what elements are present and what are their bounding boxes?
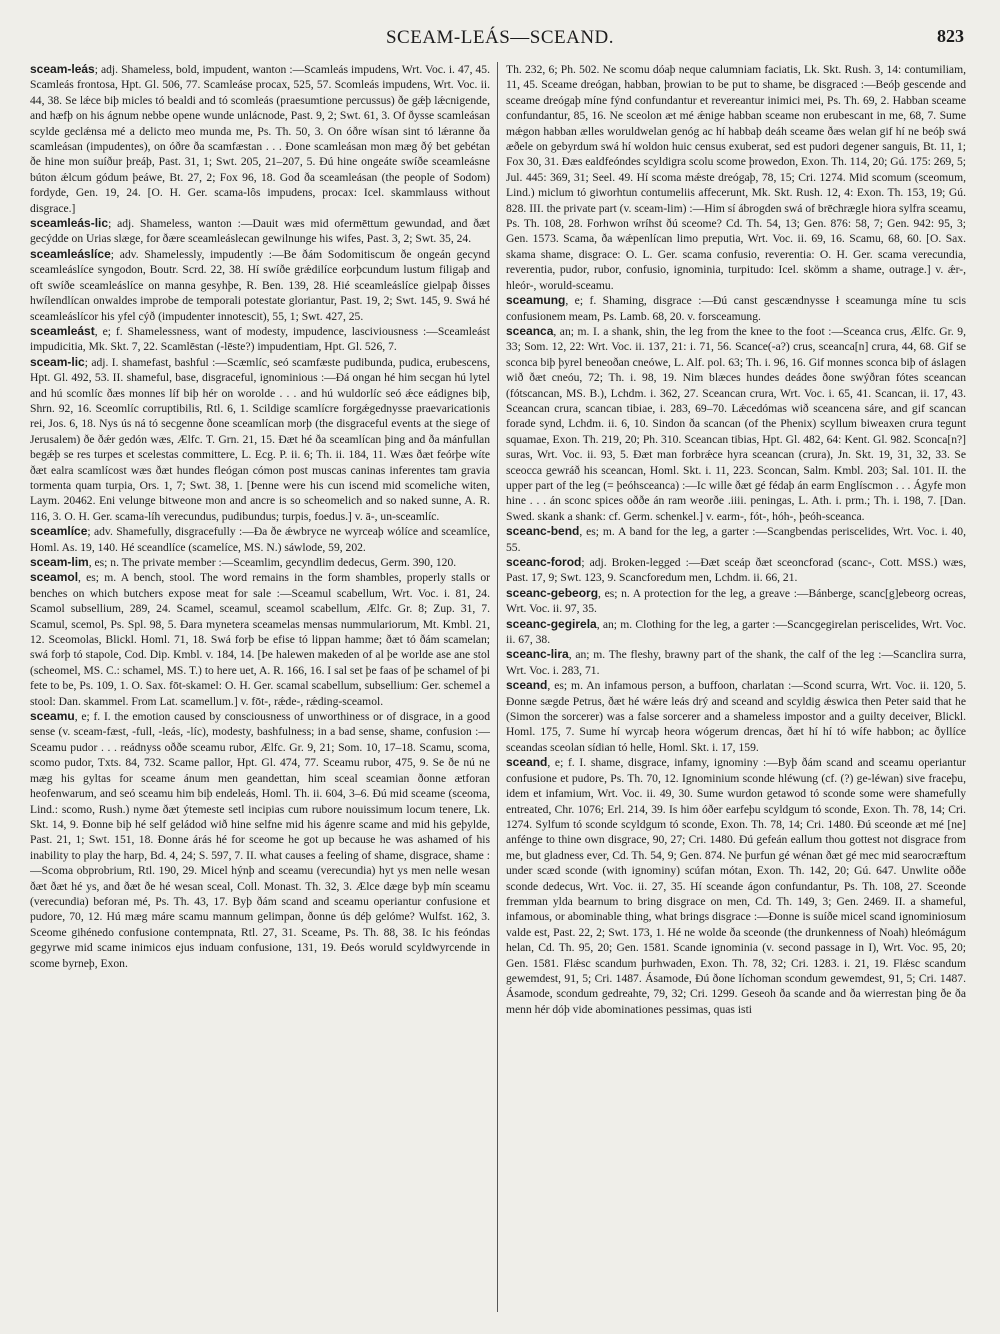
- entry-text: ; adv. Shamefully, disgracefully :—Ða ðe ǽwbryce ne wyrceaþ wólíce and sceamlíce, Homl. As. 19, 140. Hé sceandlíce (scamelíce, MS. N.) sáwlode, 59, 202.: [30, 525, 490, 554]
- dictionary-entry: [30, 324, 490, 355]
- entry-text: , es; m. A bench, stool. The word remains in the form shambles, properly stalls or benches on which butchers expose meat for sale :—Sceamul scabellum, Wrt. Voc. i. 81, 24. Scamol subsellium, 289, 24. Scamel, sceamul, sceamol scabellum, Ælfc. Gr. 8; Zup. 31, 7. Scamul, scemol, Ps. Spl. 98, 5. Ðara mynetera sceamelas mensas nummulariorum, Mt. Kmbl. 21, 12. Sceomolas, Blickl. Homl. 71, 18. Swá forþ be efise tó lippan hamme; ðæt tó ðám scamelan; swá forþ tó stapole, Cod. Dip. Kmbl. v. 184, 14. [Þe halewen makeden of al þe worlde ase ane stol (scheomel, MS. C.: schamel, MS. T.) to here uet, A. R. 166, 16. I sal set þe faas of þe schamel of þi fete to be, Ps. 109, 1. O. Sax. fōt-skamel: O. H. Ger. scamal scabellum, subsellium: Ger. schemel a stool: Dan. skammel. From Lat. scamellum.] v. fōt-, rǽde-, rǽding-sceamol.: [30, 571, 490, 708]
- dictionary-entry: [506, 647, 966, 678]
- dictionary-entry: [506, 617, 966, 648]
- entry-headword: sceanc-lira: [506, 647, 569, 662]
- entry-text: , es; m. An infamous person, a buffoon, charlatan :—Scond scurra, Wrt. Voc. ii. 120, 5. Ðonne sægde Petrus, ðæt hé wǽre leás drý and sceand and scyldig ǽswica then Peter said that he (Simon the sorcerer) was a false sorcerer and a shameless impostor and a guilty deceiver, Blickl. Homl. 175, 7. Sume hí wyrcaþ heora wógerum drencas, ðæt hí hí tó wífe habbon; ac ðyllíce sceandas sceolan sídian tó helle, Homl. Skt. i. 17, 159.: [506, 679, 966, 754]
- entry-text: Th. 232, 6; Ph. 502. Ne scomu dóaþ neque calumniam faciatis, Lk. Skt. Rush. 3, 14: contumiliam, 11, 45. Sceame dreógan, habban, þrowian to be put to shame, be disgraced :—Beóþ gescende and sceame dreógaþ míne fýnd confundantur et revereantur inimici mei, Ps. Th. 69, 2. Habban sceame confundantur, 85, 16. Ne sceolon æt mé ǽnige habban sceame non erubescant in me, 68, 7. Sume mǽgon habban ælles woruldwelan genóg ac hí habbaþ deáh sceame ðæs welan gif hí ne beóþ swá æðele on gebyrdum swá hí woldon huic census exuberat, sed est pudori degener sanguis, Bt. 11, 1; Fox 30, 31. Ðæs ealdfeóndes scyldigra scolu scome þrowedon, Exon. Th. 114, 20; Gú. 175: 269, 5; Jul. 445: 369, 31; Seel. 49. Hí scoma mǽste dreógaþ, 78, 15; Cri. 1274. Mid scomum (sceomum, Lind.) miclum tó giworhtun contumeliis affecerunt, Mk. Skt. Rush. 12, 4: Exon. Th. 153, 19; Gú. 828. III. the private part (v. sceam-lim) :—Him sí ábrogden swá of brēchrægle hiora sylfra sceamu, Ps. Th. 108, 28. Forhwon wríhst ðú sceome? Cd. Th. 54, 13; Gen. 876: 58, 7; Gen. 942: 95, 3; Gen. 1573. Scama, ða wǽpenlícan limo preputia, Wrt. Voc. ii. 69, 16. Scamu, 68, 60. [O. Sax. skama shame, disgrace: O. L. Ger. scama confusio, reverentia: O. H. Ger. scama verecundia, reverentia, pudor, rubor, confusio, ignominia, turpitudo: Icel. skömm a shame, outrage.] v. ǽr-, hleór-, woruld-sceamu.: [506, 63, 966, 292]
- entry-headword: sceamol: [30, 570, 79, 585]
- dictionary-entry: [30, 355, 490, 524]
- entry-text: , e; f. Shaming, disgrace :—Ðú canst gescændnysse ł sceamunga míne tu scis confusionem meam, Ps. Lamb. 68, 20. v. forsceamung.: [506, 294, 966, 323]
- entry-text: , es; n. The private member :—Sceamlim, gecyndlim dedecus, Germ. 390, 120.: [88, 556, 457, 569]
- entry-headword: sceam-lic: [30, 354, 85, 369]
- dictionary-entry: [30, 709, 490, 971]
- entry-text: , e; f. I. shame, disgrace, infamy, ignominy :—Byþ ðám scand and sceamu operiantur confusione et pudore, Ps. Th. 70, 12. Ignominium sconde hléwung (cf. (?) ge-léwan) sive fraceþu, idem et infamium, Wrt. Voc. ii. 49, 30. Sume wurdon getawod tó sconde some were shamefully entreated, Chr. 1076; Erl. 214, 39. Is him óðer earfeþu scyldgum tó sconde, Exon. Th. 78, 14; Cri. 1274. Sylfum tó sconde scyldgum tó sconde, Exon. Th. 78, 14; Cri. 1480. Ðú sceonde æt mé [ne] anfénge to thine own disgrace, 90, 27; Cri. 1480. Ðú gefeán eallum thou gottest not disgrace from me, but gladness ever, Cd. Th. 54, 9; Gen. 874. Ne þurfun gé wénan ðæt gé mec mid searocræftum under scæd sconde (with ignominy) scúfan mótan, Exon. Th. 142, 20; Gú. 647. Unwlite oððe sconde dedecus, Wrt. Voc. ii. 27, 35. Hí sceande ágon confundantur, Ps. Th. 108, 27. Sceonde fremman ylda bearnum to bring disgrace on men, Cd. Th. 149, 3; Gen. 2469. II. a shameful, infamous, or abominable thing, what brings disgrace :—Ðonne is suíðe micel scand ignominiosum valde est, Past. 22, 2; Swt. 173, 1. Hé ne wolde ða sceonde (the drunkenness of Noah) hleómágum helan, Cd. Th. 95, 20; Gen. 1581. Scande ignominia (v. second passage in I), Wrt. Voc. 95, 20; Gen. 1581. Flǽsc scandum þurhwaden, Exon. Th. 78, 32; Cri. 1283. i. 21, 19. Flǽsc scandum gewemdest, 91, 5; Cri. 1487. Ásamode, Ðú ðone líchoman scondum gewemdest, 91, 5; Cri. 1487. Ásamode, scondum gedreahte, 79, 32; Cri. 1299. Geseoh ða scande and ða wierrestan þing ðe ða menn hér dóþ vide abominationes pessimas, quas isti: [506, 756, 966, 1016]
- entry-headword: sceamleás-lic: [30, 216, 109, 231]
- column-divider: [497, 62, 498, 1312]
- text-columns: [30, 62, 980, 1312]
- page-number: 823: [937, 26, 964, 46]
- entry-headword: sceam-leás: [30, 62, 95, 76]
- dictionary-entry: [506, 293, 966, 324]
- entry-headword: sceand: [506, 755, 548, 770]
- entry-text: ; adj. I. shamefast, bashful :—Scæmlíc, seó scamfæste pudibunda, pudica, erubescens, Hpt. Gl. 492, 53. II. shameful, base, disgraceful, ignominious :—Ðá ongan hé him secgan hú lytel and hú scomlíc ðæs monnes líf biþ hér on worolde . . . and hú wuldorlíc seó ǽce eádignes biþ, Shrn. 92, 16. Sceomlíc corruptibilis, Rtl. 6, 1. Scildige scamlícre forgǽgednysse praevaricationis rei, Jos. 6, 18. Nys ús ná tó secgenne ðone sceamlícan morþ (the disgraceful events at the siege of Jerusalem) ðe ðǽr gedón wæs, Ælfc. T. Grn. 21, 15. Ðæt hé ða sceamlícan þing and ða mánfullan begǽþ se res turpes et scelestas committere, L. Ecg. P. ii. 6; Th. ii. 184, 11. Wæs ðæt feórþe wíte ðæt ealra scamlícost wæs ðæt hundes fleógan cómon post muscas caninas inferentes tam gravia tormenta quam turpia, Ors. 1, 7; Swt. 38, 1. [Þenne were his cun iscend mid scomeliche witen, Laym. 20462. Eni velunge bitweone mon and ancre is so scheomelich and so naked sunne, A. R. 116, 3. O. H. Ger. scama-líh verecundus, pudibundus; turpis, foedus.] v. ā-, un-sceamlíc.: [30, 355, 490, 523]
- dictionary-entry: [30, 555, 490, 570]
- dictionary-entry: [506, 324, 966, 524]
- entry-text: ; adj. Broken-legged :—Ðæt sceáp ðæt sceoncforad (scanc-, Cott. MSS.) wæs, Past. 17, 9; Swt. 123, 9. Scancforedum men, Lchdm. ii. 66, 21.: [506, 556, 966, 585]
- page-title: SCEAM-LEÁS—SCEAND.: [385, 27, 615, 48]
- entry-headword: sceanca: [506, 323, 554, 338]
- dictionary-entry: [506, 555, 966, 586]
- entry-headword: sceamung: [506, 293, 566, 308]
- dictionary-entry: [506, 524, 966, 555]
- entry-headword: sceamu: [30, 709, 75, 724]
- entry-text: ; adj. Shameless, bold, impudent, wanton :—Scamleás impudens, Wrt. Voc. i. 47, 45. Scamleás frontosa, Hpt. Gl. 506, 77. Scamleáse procax, 525, 57. Scomleás impudens, Wrt. Voc. ii. 44, 38. Se lǽce biþ micles tó bealdi and tó scomleás (praesumtione percussus) ðe gǽþ lǽcnigende, and hæfþ on his ágnum nebbe opene wunde unlácnode, Past. 9, 2; Swt. 61, 3. Of ðysse scamleásan scylde geclǽnsa mé a delicto meo munda me, Ps. Th. 50, 3. On óðre wísan sint tó lǽranne ða scamleásan (impudentes), on óðre ða scamfæstan . . . Ðone scamleásan mon mæg ðý bet gebétan ðe hine mon suíður þreáþ, Past. 31, 1; Swt. 205, 21–207, 5. Ðú hine ongeáte swíðe sceamleásne búton ǽlcum gódum þeáwe, Bt. 27, 2; Fox 96, 18. God ða sceamleásan (the people of Sodom) fordyde, Gen. 19, 24. [O. H. Ger. scama-lôs impudens, procax: Icel. skammlauss without disgrace.]: [30, 63, 490, 215]
- left-column: [30, 62, 490, 1312]
- entry-headword: sceam-lim: [30, 555, 89, 569]
- dictionary-entry: [506, 586, 966, 617]
- dictionary-entry: [506, 678, 966, 755]
- entry-text: , e; f. I. the emotion caused by consciousness of unworthiness or of disgrace, in a good sense (v. sceam-fæst, -full, -leás, -líc), modesty, bashfulness; in a bad sense, shame, confusion :—Sceamu pudor . . . reádnyss oððe sceamu rubor, Ælfc. Gr. 9, 21; Som. 10, 17–18. Scamu, scoma, scomo pudor, Txts. 84, 732. Scame pallor, Hpt. Gl. 474, 77. Sceamu rubor, 475, 9. Se ðe nú ne mæg his gyltas for sceame ánum men geandettan, him sceal sceamian ðonne ætforan heofenwarum, and seó sceamu him biþ endeleás, Homl. Th. ii. 604, 3–6. Ðú mid sceame (sceoma, Lind.: scomo, Rush.) nyme ðæt ýtemeste setl incipias cum rubore nouissimum locum tenere, Lk. Skt. 14, 9. Ðonne biþ hé self geládod wið hine selfne mid his ágenre scame and mid his geþylde, Past. 21, 1; Swt. 151, 18. Ðonne árás hé for sceome he got up because he was ashamed of his inability to play the harp, Bd. 4, 24; S. 597, 7. II. what causes a feeling of shame, disgrace, shame :—Scoma obprobrium, Rtl. 190, 29. Micel hýnþ and sceamu (verecundia) hyt ys men nelle wesan ðæt ðæt hé ys, and ðæt ðe hé wesan sceal, Coll. Monast. Th. 32, 3. Ælce dæge byþ mín sceamu (verecundia) beforan mé, Ps. Th. 43, 17. Byþ ðám scand and sceamu operiantur confusione et pudore, 70, 12. Hú mæg máre scamu mannum gelimpan, ðonne ús déþ gelóme? Wulfst. 162, 3. Sceome gihénedo confusione contempnata, Rtl. 27, 31. Sceame, Ps. Th. 88, 38. Ic his feóndas gegyrwe mid scame inimicos ejus induam confusione, 131, 19. Ðeós woruld scyldwyrcende in scome byrneþ, Exon.: [30, 710, 490, 970]
- entry-headword: sceamlíce: [30, 524, 88, 539]
- entry-text: , es; n. A protection for the leg, a greave :—Bánberge, scanc[g]ebeorg ocreas, Wrt. Voc. ii. 97, 35.: [506, 586, 966, 616]
- entry-headword: sceanc-gegirela: [506, 616, 597, 631]
- entry-headword: sceamleást: [30, 323, 95, 338]
- dictionary-entry: [506, 62, 966, 293]
- dictionary-entry: [30, 216, 490, 247]
- entry-text: ; adj. Shameless, wanton :—Dauit wæs mid ofermēttum gewundad, and ðæt gecýdde on Urias slæge, for ðære sceamleáslecan gewilnunge his wifes, Past. 3, 2; Swt. 35, 24.: [30, 217, 490, 246]
- dictionary-entry: [30, 247, 490, 324]
- entry-headword: sceanc-bend: [506, 524, 580, 539]
- entry-text: , an; m. Clothing for the leg, a garter :—Scancgegirelan periscelides, Wrt. Voc. ii. 67, 38.: [506, 617, 966, 647]
- entry-text: , an; m. I. a shank, shin, the leg from the knee to the foot :—Sceanca crus, Ælfc. Gr. 9, 33; Som. 12, 22: Wrt. Voc. ii. 137, 21: i. 71, 56. Scance(-a?) crus, sceanca[n] crura, 44, 68. Gif se sconca biþ þyrel beneoðan cneówe, L. Alf. pol. 63; Th. i. 96, 16. Gif monnes sconca biþ of áslagen wið ðæt cneóu, 72; Th. i. 98, 19. Nim blæces hundes deádes ðone swýðran fótes sceancan (fótscancan, MS. B.), Lchdm. i. 362, 27. Sceancan crura, Wrt. Voc. i. 65, 41. Scancan, ii. 17, 43. Sceancan crura, scancan tibiae, i. 283, 69–70. Lǽcedómas wið sceancena sáre, and gif scancan forade synd, Lchdm. ii. 6, 10. Sindon ða scancan (of the Phenix) scyllum biweaxen crura tegunt squamae, Exon. Th. 219, 20; Ph. 310. Sceancan tibias, Hpt. Gl. 482, 64: Kent. Gl. 982. Sconca[n?] suras, Wrt. Voc. ii. 93, 5. Ðæt man forbrǽce hyra sceancan (crura), Jn. Skt. 19, 31, 32, 33. Se sceocca gewráð his sceancan, Homl. Skt. i. 11, 223. Sconcan, Salm. Kmbl. 203; Sal. 101. II. the upper part of the leg (= þeóhsceanca) :—Ic wille ðæt gé fédaþ án earm Englíscmon . . . Ágyfe mon hine . . . án sconc spices oððe án ram weorðe .iiii. peningas, L. Ath. i. prm.; Th. i. 198, 7. [Dan. Swed. skank a shank: cf. Germ. schenkel.] v. earm-, fót-, hóh-, þeóh-sceanca.: [506, 324, 966, 523]
- entry-text: , e; f. Shamelessness, want of modesty, impudence, lasciviousness :—Sceamleást impudicitia, Mk. Skt. 7, 22. Scamlēstan (-lēste?) impudentiam, Hpt. Gl. 526, 7.: [30, 324, 490, 354]
- entry-headword: sceand: [506, 678, 548, 693]
- entry-text: , an; m. The fleshy, brawny part of the shank, the calf of the leg :—Scanclira surra, Wrt. Voc. i. 283, 71.: [506, 648, 966, 677]
- entry-text: , es; m. A band for the leg, a garter :—Scangbendas periscelides, Wrt. Voc. i. 40, 55.: [506, 525, 966, 554]
- dictionary-entry: [30, 524, 490, 555]
- dictionary-entry: [30, 570, 490, 709]
- dictionary-entry: [506, 755, 966, 1017]
- entry-text: ; adv. Shamelessly, impudently :—Be ðám Sodomitiscum ðe ongeán gecynd sceamleáslíce syngodon, Boutr. Scrd. 22, 38. Hí swíðe grǽdilíce eorþcundum lustum filigaþ and oft swíðe sceamleáslíce on manna gesyhþe, R. Ben. 139, 28. Hié sceamleáslíce gielpaþ ðisses hwílendlícan onwaldes improbe de temporali potestate gloriantur, Past. 19, 2; Swt. 145, 9. Swá hé sceamleáslícor his yfel cýð (impudenter innotescit), 55, 1; Swt. 427, 25.: [30, 247, 490, 323]
- entry-headword: sceanc-gebeorg: [506, 585, 599, 600]
- right-column: [506, 62, 966, 1312]
- entry-headword: sceanc-forod: [506, 555, 582, 569]
- running-head: [0, 24, 1000, 54]
- dictionary-entry: [30, 62, 490, 216]
- entry-headword: sceamleáslíce: [30, 246, 111, 261]
